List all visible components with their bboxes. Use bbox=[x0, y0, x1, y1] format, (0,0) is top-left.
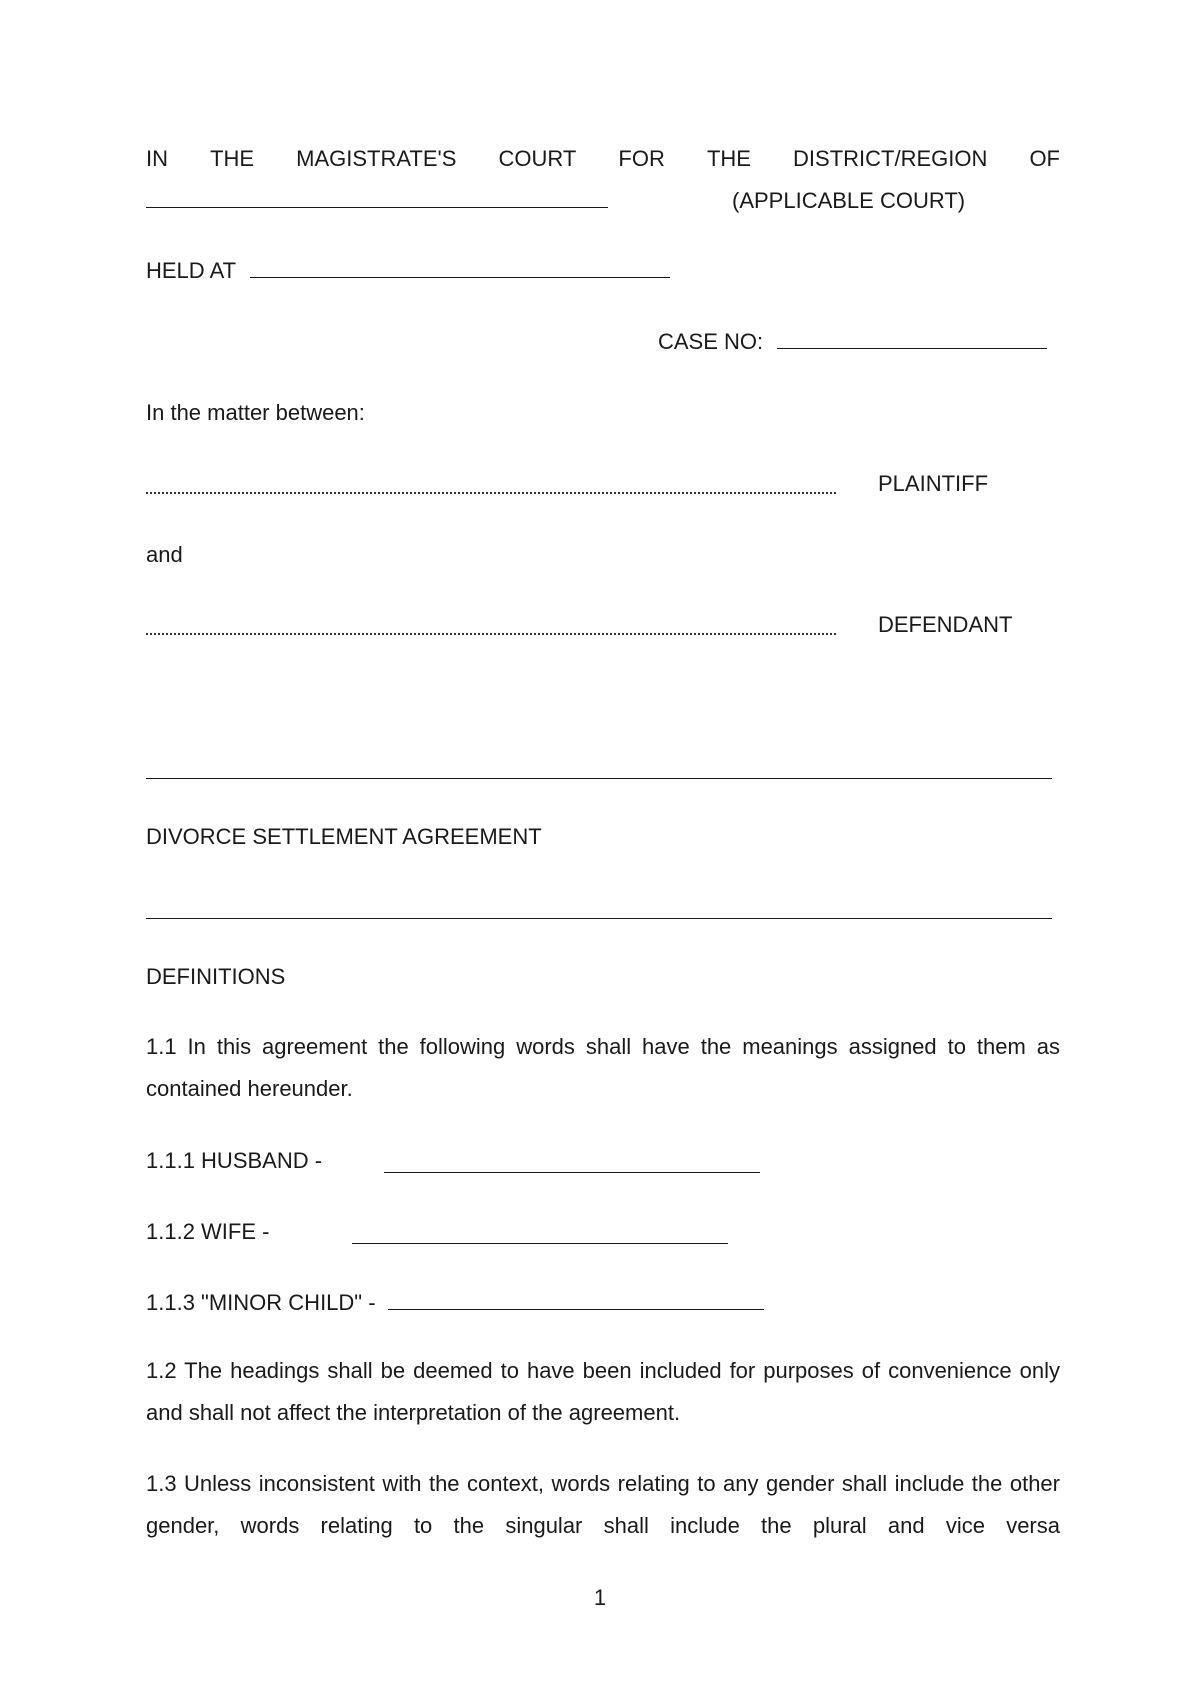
held-at-blank[interactable] bbox=[250, 257, 670, 278]
title-bottom-rule bbox=[146, 918, 1052, 919]
matter-between-text: In the matter between: bbox=[146, 400, 365, 425]
held-at-line bbox=[146, 256, 670, 286]
court-word: DISTRICT/REGION bbox=[793, 146, 988, 171]
court-heading-line bbox=[146, 144, 1060, 174]
page-number: 1 bbox=[593, 1585, 607, 1610]
court-word: MAGISTRATE'S bbox=[296, 146, 457, 171]
minor-child-line bbox=[146, 1288, 764, 1318]
case-no-line bbox=[658, 327, 1047, 357]
wife-label: 1.1.2 WIFE - bbox=[146, 1219, 270, 1244]
defendant-dotted-line[interactable] bbox=[146, 633, 836, 635]
court-word: THE bbox=[706, 146, 751, 171]
case-no-blank[interactable] bbox=[777, 328, 1047, 349]
applicable-court-label: (APPLICABLE COURT) bbox=[732, 188, 966, 213]
district-line bbox=[146, 186, 608, 216]
held-at-label: HELD AT bbox=[146, 258, 236, 283]
court-word: OF bbox=[1029, 146, 1060, 171]
husband-blank[interactable] bbox=[384, 1152, 760, 1173]
court-word: THE bbox=[210, 146, 255, 171]
clause-1-3: 1.3 Unless inconsistent with the context, words relating to any gender shall include the other gender, words relating to the singular shall include the plural and vice versa bbox=[146, 1471, 1060, 1538]
plaintiff-label: PLAINTIFF bbox=[878, 471, 989, 496]
wife-blank[interactable] bbox=[352, 1223, 728, 1244]
minor-child-label: 1.1.3 "MINOR CHILD" - bbox=[146, 1290, 376, 1315]
defendant-label: DEFENDANT bbox=[878, 612, 1013, 637]
husband-label: 1.1.1 HUSBAND - bbox=[146, 1148, 323, 1173]
definitions-heading: DEFINITIONS bbox=[146, 964, 286, 989]
document-title: DIVORCE SETTLEMENT AGREEMENT bbox=[146, 824, 542, 849]
district-blank[interactable] bbox=[146, 187, 608, 208]
and-text: and bbox=[146, 542, 183, 567]
clause-1-2: 1.2 The headings shall be deemed to have been included for purposes of convenience only and shall not affect the interpretation of the agreement. bbox=[146, 1358, 1060, 1425]
court-word: COURT bbox=[498, 146, 577, 171]
court-word: FOR bbox=[618, 146, 665, 171]
clause-1-1: 1.1 In this agreement the following words shall have the meanings assigned to them as contained hereunder. bbox=[146, 1034, 1060, 1101]
title-top-rule bbox=[146, 778, 1052, 779]
plaintiff-dotted-line[interactable] bbox=[146, 492, 836, 494]
minor-child-blank[interactable] bbox=[388, 1289, 764, 1310]
court-word: IN bbox=[146, 146, 168, 171]
case-no-label: CASE NO: bbox=[658, 329, 764, 354]
